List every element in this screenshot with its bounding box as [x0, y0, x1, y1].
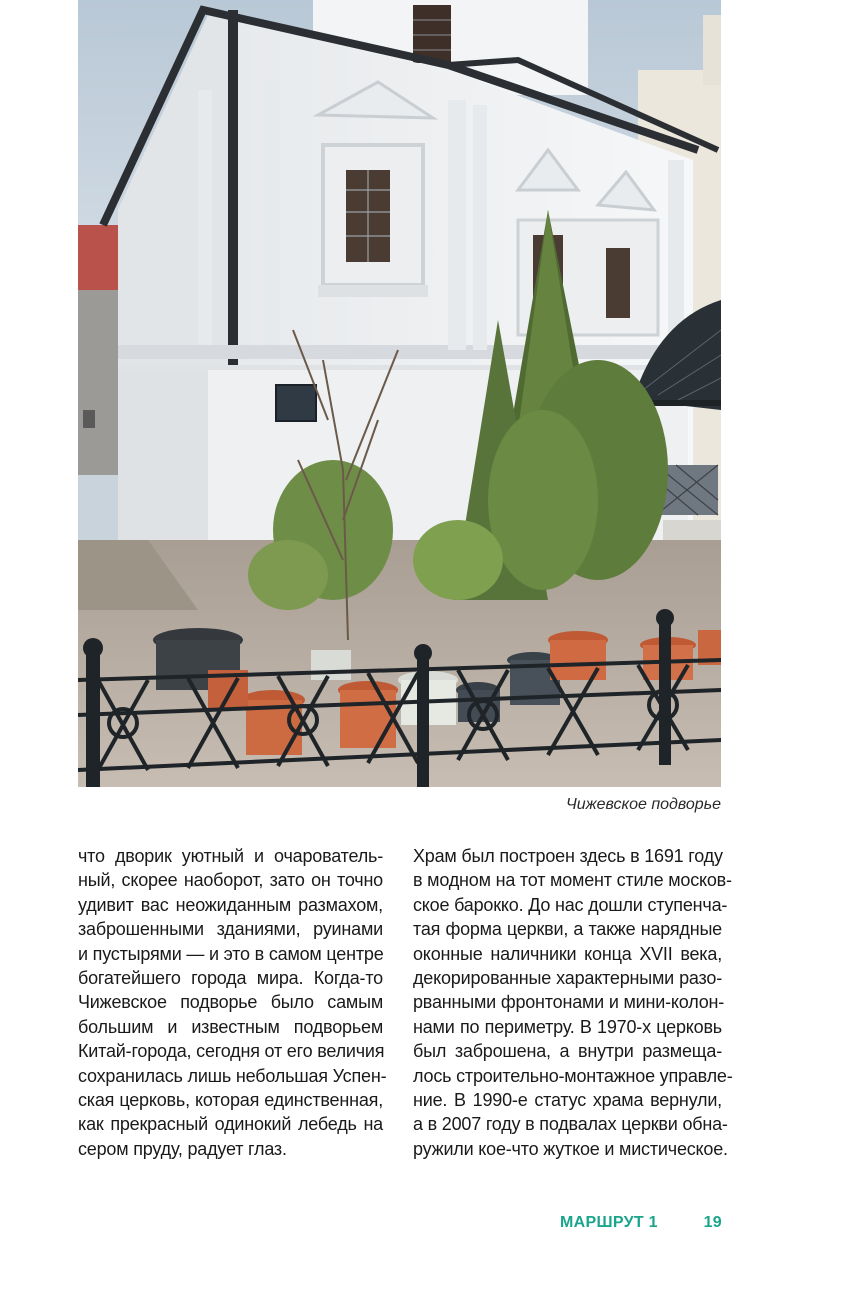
right-column-text [413, 844, 733, 1161]
text-line: лось строительно-монтажное управле- [413, 1065, 733, 1086]
page-number: 19 [703, 1214, 722, 1231]
church-photo [78, 0, 721, 787]
text-line: большим и известным подворьем [78, 1016, 383, 1037]
text-line: богатейшего города мира. Когда-то [78, 968, 383, 989]
text-line: заброшенными зданиями, руинами [78, 919, 383, 940]
text-line: в модном на тот момент стиле москов- [413, 870, 732, 891]
text-line: Храм был построен здесь в 1691 году [413, 846, 723, 866]
text-line: сохранилась лишь небольшая Успен- [78, 1065, 387, 1086]
text-line: нами по периметру. В 1970-х церковь [413, 1016, 722, 1037]
text-line: что дворик уютный и очарователь- [78, 846, 383, 866]
text-line: удивит вас неожиданным размахом, [78, 894, 383, 915]
church-photo-illustration [78, 0, 721, 787]
text-line: ская церковь, которая единственная, [78, 1090, 383, 1111]
text-line: рванными фронтонами и мини-колон- [413, 992, 725, 1013]
text-line: Чижевское подворье было самым [78, 992, 383, 1013]
text-line: ный, скорее наоборот, зато он точно [78, 870, 383, 891]
text-line: ние. В 1990-е статус храма вернули, [413, 1090, 722, 1111]
text-line: оконные наличники конца XVII века, [413, 943, 722, 964]
text-line: декорированные характерными разо- [413, 968, 722, 989]
text-line: тая форма церкви, а также нарядные [413, 919, 722, 940]
photo-caption: Чижевское подворье [565, 796, 721, 813]
text-line: ружили кое-что жуткое и мистическое. [413, 1138, 728, 1159]
text-line: ское барокко. До нас дошли ступенча- [413, 894, 728, 915]
route-label: МАРШРУТ 1 [560, 1214, 658, 1231]
text-line: был заброшена, а внутри размеща- [413, 1041, 722, 1062]
text-line: как прекрасный одинокий лебедь на [78, 1114, 383, 1135]
text-line: сером пруду, радует глаз. [78, 1138, 287, 1159]
text-line: а в 2007 году в подвалах церкви обна- [413, 1114, 728, 1135]
text-line: Китай-города, сегодня от его величия [78, 1041, 385, 1062]
left-column-text [78, 844, 387, 1161]
page-footer [560, 1214, 722, 1232]
text-line: и пустырями — и это в самом центре [78, 943, 384, 964]
